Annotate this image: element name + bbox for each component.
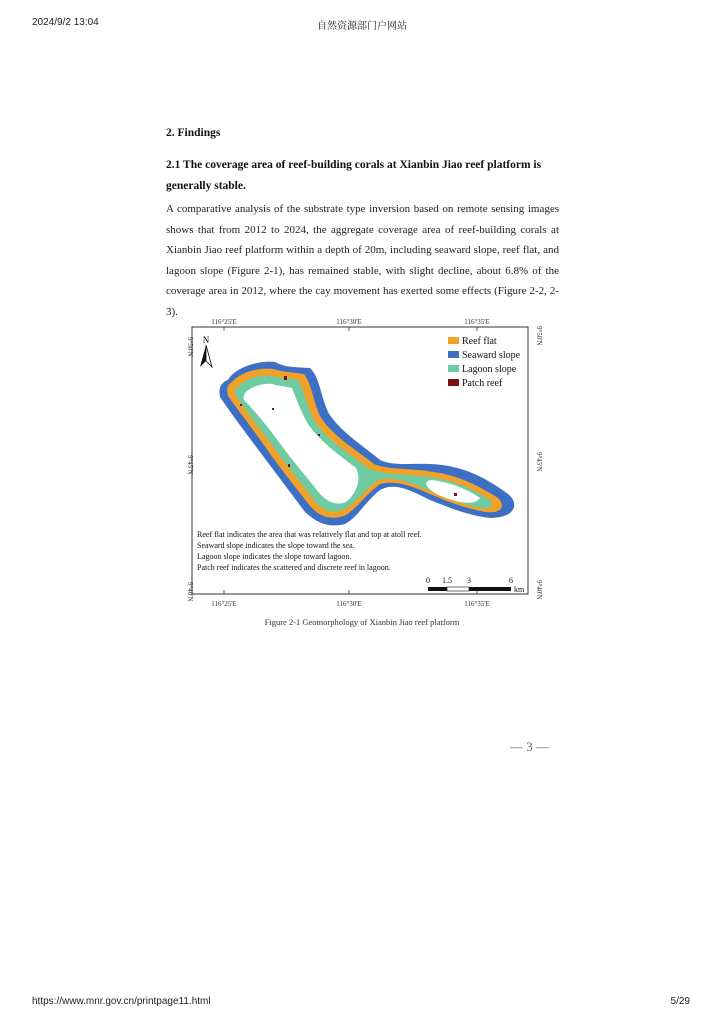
left-tick-label: 9°50'N [186,337,194,357]
print-page-count: 5/29 [670,996,690,1007]
left-tick-label: 9°40'N [186,582,194,602]
body-paragraph: A comparative analysis of the substrate type inversion based on remote sensing images shows that from 2012 to 2024, the aggregate coverage area of reef-building corals at Xianbin Jiao reef platform within a depth of 20m, including seaward slope, reef flat, and lagoon slope (Figure 2-1), has remained stable, with slight decline, about 6.8% of the coverage area in 2012, where the cay movement has exerted some effects (Figure 2-2, 2-3). [166,203,559,318]
top-tick-label: 116°25'E [211,318,237,326]
left-tick-label: 9°45'N [186,455,194,475]
map-note: Reef flat indicates the area that was relatively flat and top at atoll reef. [197,530,422,539]
right-tick-label: 9°40'N [535,580,543,600]
scale-tick-label: 6 [509,576,513,585]
scale-tick-label: 0 [426,576,430,585]
scale-tick-label: 1.5 [442,576,452,585]
top-tick-label: 116°35'E [464,318,490,326]
scale-tick-label: 3 [467,576,471,585]
page-number: — 3 — [510,739,549,754]
top-tick-label: 116°30'E [336,318,362,326]
subsection-heading: 2.1 The coverage area of reef-building corals at Xianbin Jiao reef platform is generally stable. [166,159,542,192]
legend-swatch-reef-flat [448,337,459,344]
scale-unit: km [514,585,525,594]
legend-label: Patch reef [462,378,503,389]
legend-label: Reef flat [462,336,497,347]
map-note: Patch reef indicates the scattered and discrete reef in lagoon. [197,563,391,572]
geomorphology-map-figure [180,312,544,612]
geomorphology-map [180,312,544,612]
site-title: 自然资源部门户网站 [317,21,407,32]
legend-swatch-patch-reef [448,379,459,386]
print-datetime: 2024/9/2 13:04 [32,17,99,28]
legend-swatch-seaward-slope [448,351,459,358]
north-label: N [202,335,210,345]
figure-caption: Figure 2-1 Geomorphology of Xianbin Jiao reef platform [264,617,460,627]
bottom-tick-label: 116°35'E [464,600,490,608]
legend-label: Lagoon slope [462,364,517,375]
bottom-tick-label: 116°25'E [211,600,237,608]
legend-swatch-lagoon-slope [448,365,459,372]
page-url: https://www.mnr.gov.cn/printpage11.html [32,996,211,1007]
bottom-tick-label: 116°30'E [336,600,362,608]
right-tick-label: 9°45'N [535,452,543,472]
map-note: Lagoon slope indicates the slope toward lagoon. [197,552,352,561]
right-tick-label: 9°50'N [535,326,543,346]
section-heading: 2. Findings [166,127,221,139]
map-note: Seaward slope indicates the slope toward the sea. [197,541,355,550]
legend-label: Seaward slope [462,350,521,361]
